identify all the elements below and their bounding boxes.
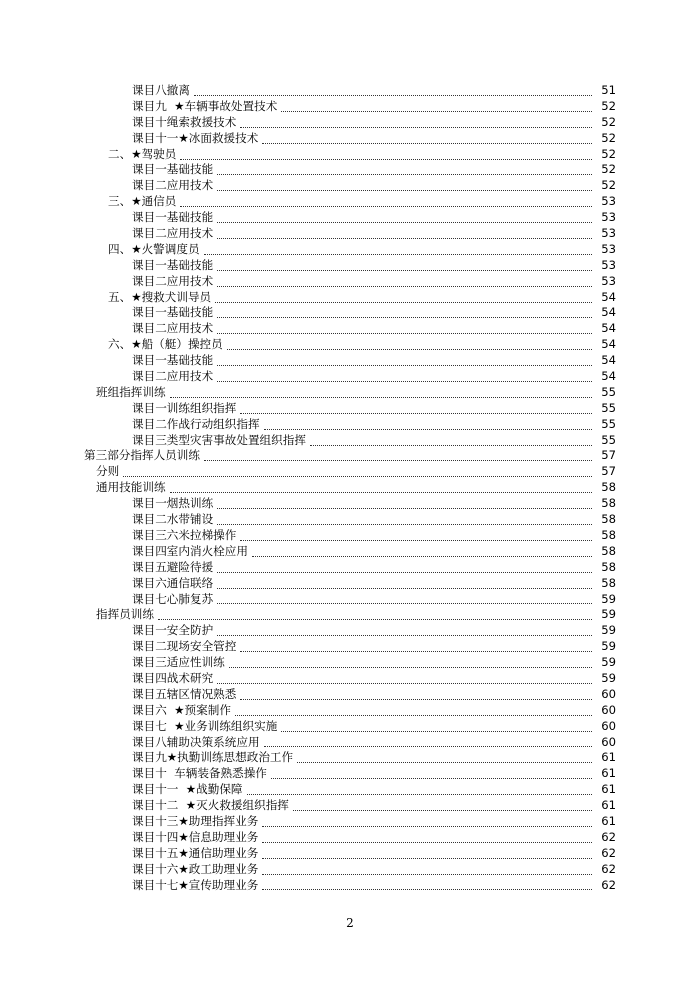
toc-entry-title: 课目二水带铺设 [132,512,214,527]
toc-entry[interactable] [0,735,700,751]
toc-entry-page: 61 [601,766,616,781]
toc-entry-title: 课目十二 ★灭火救援组织指挥 [132,798,289,813]
toc-entry[interactable] [0,210,700,226]
toc-entry[interactable] [0,305,700,321]
toc-entry-page: 58 [601,527,616,542]
dot-leader [215,301,592,303]
toc-entry-title: 课目二应用技术 [132,273,214,288]
dot-leader [158,618,592,620]
toc-entry-page: 60 [601,718,616,733]
dot-leader [264,428,592,430]
toc-entry[interactable] [0,528,700,544]
toc-entry[interactable] [0,798,700,814]
toc-entry-page: 55 [601,400,616,415]
toc-entry-title: 课目十七★宣传助理业务 [132,877,259,892]
toc-entry-page: 52 [601,178,616,193]
toc-entry[interactable] [0,258,700,274]
toc-entry[interactable] [0,862,700,878]
toc-entry-page: 58 [601,543,616,558]
toc-entry-page: 58 [601,480,616,495]
toc-entry-page: 54 [601,289,616,304]
toc-entry-title: 课目三六米拉梯操作 [132,527,237,542]
toc-entry[interactable] [0,782,700,798]
toc-entry-title: 五、★搜救犬训导员 [108,289,212,304]
toc-entry-title: 课目一基础技能 [132,305,214,320]
toc-entry[interactable] [0,878,700,894]
dot-leader [281,730,592,732]
dot-leader [217,285,592,287]
toc-entry-title: 三、★通信员 [108,194,177,209]
toc-entry[interactable] [0,115,700,131]
toc-entry-title: 六、★船（艇）操控员 [108,337,223,352]
dot-leader [217,571,592,573]
dot-leader [180,158,592,160]
toc-entry[interactable] [0,290,700,306]
dot-leader [217,602,592,604]
toc-entry-page: 53 [601,194,616,209]
toc-entry-page: 58 [601,575,616,590]
dot-leader [310,444,592,446]
toc-entry-title: 课目十六★政工助理业务 [132,861,259,876]
toc-entry-title: 课目二现场安全管控 [132,639,237,654]
toc-entry[interactable] [0,226,700,242]
toc-entry-page: 54 [601,305,616,320]
dot-leader [240,698,592,700]
toc-entry-title: 课目十一★冰面救援技术 [132,130,259,145]
toc-entry[interactable] [0,814,700,830]
toc-entry-title: 四、★火警调度员 [108,241,200,256]
dot-leader [271,777,592,779]
toc-entry-title: 课目四战术研究 [132,670,214,685]
toc-entry-page: 54 [601,369,616,384]
toc-entry-page: 52 [601,98,616,113]
dot-leader [262,888,592,890]
toc-entry-page: 60 [601,686,616,701]
toc-entry-page: 62 [601,877,616,892]
toc-entry-title: 课目十 车辆装备熟悉操作 [132,766,267,781]
toc-entry[interactable] [0,353,700,369]
dot-leader [217,587,592,589]
toc-entry[interactable] [0,750,700,766]
dot-leader [262,142,592,144]
dot-leader [217,332,592,334]
toc-entry-page: 54 [601,321,616,336]
dot-leader [123,475,592,477]
toc-entry-title: 课目一基础技能 [132,257,214,272]
toc-entry-title: 指挥员训练 [96,607,154,622]
toc-entry-title: 课目九 ★车辆事故处置技术 [132,98,278,113]
toc-entry-title: 课目二应用技术 [132,178,214,193]
toc-entry[interactable] [0,99,700,115]
dot-leader [217,221,592,223]
toc-entry[interactable] [0,607,700,623]
toc-entry[interactable] [0,401,700,417]
toc-entry-page: 52 [601,162,616,177]
toc-entry-title: 二、★驾驶员 [108,146,177,161]
toc-entry-title: 课目七心肺复苏 [132,591,214,606]
toc-entry[interactable] [0,719,700,735]
toc-entry-page: 53 [601,210,616,225]
dot-leader [227,348,592,350]
toc-entry-page: 52 [601,114,616,129]
toc-entry-title: 课目十五★通信助理业务 [132,845,259,860]
toc-entry-title: 课目一基础技能 [132,353,214,368]
dot-leader [170,396,592,398]
dot-leader [217,523,592,525]
dot-leader [217,269,592,271]
toc-entry[interactable] [0,83,700,99]
toc-entry-title: 课目十绳索救援技术 [132,114,237,129]
dot-leader [217,507,592,509]
dot-leader [262,841,592,843]
toc-entry-page: 59 [601,655,616,670]
toc-entry-page: 59 [601,591,616,606]
dot-leader [297,761,592,763]
toc-entry-title: 课目八辅助决策系统应用 [132,734,260,749]
dot-leader [247,793,592,795]
toc-entry-page: 55 [601,432,616,447]
toc-entry[interactable] [0,560,700,576]
toc-entry[interactable] [0,448,700,464]
toc-entry[interactable] [0,639,700,655]
toc-entry-page: 54 [601,337,616,352]
toc-entry[interactable] [0,321,700,337]
toc-entry-title: 课目五避险待援 [132,559,214,574]
toc-entry[interactable] [0,830,700,846]
dot-leader [229,666,592,668]
toc-entry-title: 课目二作战行动组织指挥 [132,416,260,431]
toc-entry[interactable] [0,433,700,449]
toc-entry-page: 59 [601,607,616,622]
toc-entry-page: 57 [601,464,616,479]
toc-entry-page: 61 [601,798,616,813]
toc-entry-page: 61 [601,750,616,765]
toc-entry-title: 课目十四★信息助理业务 [132,829,259,844]
toc-entry[interactable] [0,687,700,703]
dot-leader [281,110,592,112]
toc-entry-page: 62 [601,829,616,844]
toc-entry-title: 课目十三★助理指挥业务 [132,813,259,828]
toc-entry-title: 课目二应用技术 [132,369,214,384]
toc-entry[interactable] [0,162,700,178]
toc-entry-page: 53 [601,273,616,288]
toc-entry-title: 课目九★执勤训练思想政治工作 [132,750,294,765]
toc-entry[interactable] [0,496,700,512]
toc-entry-page: 59 [601,670,616,685]
toc-entry[interactable] [0,671,700,687]
table-of-contents [0,83,700,893]
toc-entry-title: 第三部分指挥人员训练 [84,448,200,463]
dot-leader [262,873,592,875]
toc-entry-page: 53 [601,257,616,272]
toc-entry[interactable] [0,655,700,671]
toc-entry-title: 课目二应用技术 [132,321,214,336]
toc-entry-title: 课目五辖区情况熟悉 [132,686,237,701]
toc-entry[interactable] [0,385,700,401]
toc-entry-title: 课目三适应性训练 [132,655,225,670]
dot-leader [194,94,592,96]
toc-entry-title: 课目一基础技能 [132,162,214,177]
dot-leader [240,412,592,414]
toc-entry[interactable] [0,274,700,290]
dot-leader [217,316,592,318]
toc-entry[interactable] [0,766,700,782]
toc-entry-page: 58 [601,559,616,574]
toc-entry-page: 58 [601,496,616,511]
dot-leader [293,809,592,811]
toc-entry-page: 55 [601,416,616,431]
dot-leader [217,173,592,175]
toc-entry[interactable] [0,576,700,592]
dot-leader [240,126,592,128]
toc-entry-title: 课目七 ★业务训练组织实施 [132,718,278,733]
dot-leader [235,714,592,716]
toc-entry[interactable] [0,242,700,258]
dot-leader [240,539,592,541]
toc-entry-page: 57 [601,448,616,463]
toc-entry-title: 通用技能训练 [96,480,166,495]
dot-leader [217,380,592,382]
toc-entry[interactable] [0,512,700,528]
toc-entry[interactable] [0,846,700,862]
toc-entry[interactable] [0,623,700,639]
toc-entry[interactable] [0,480,700,496]
toc-entry[interactable] [0,417,700,433]
toc-entry-page: 59 [601,639,616,654]
toc-entry[interactable] [0,464,700,480]
toc-entry-page: 61 [601,782,616,797]
toc-entry-title: 课目一基础技能 [132,210,214,225]
toc-entry-page: 61 [601,813,616,828]
toc-entry-page: 52 [601,130,616,145]
dot-leader [240,650,592,652]
toc-entry-title: 课目三类型灾害事故处置组织指挥 [132,432,306,447]
dot-leader [217,237,592,239]
toc-entry-page: 53 [601,241,616,256]
toc-entry[interactable] [0,544,700,560]
toc-entry[interactable] [0,592,700,608]
dot-leader [170,491,592,493]
toc-entry-page: 60 [601,702,616,717]
dot-leader [262,857,592,859]
dot-leader [264,745,592,747]
dot-leader [252,555,592,557]
toc-entry-title: 课目二应用技术 [132,226,214,241]
dot-leader [204,253,592,255]
toc-entry-page: 62 [601,845,616,860]
dot-leader [204,459,592,461]
toc-entry[interactable] [0,337,700,353]
toc-entry-title: 课目一训练组织指挥 [132,400,237,415]
page-number: 2 [346,916,354,930]
dot-leader [262,825,592,827]
toc-entry-title: 课目一安全防护 [132,623,214,638]
toc-entry-page: 53 [601,226,616,241]
dot-leader [217,189,592,191]
toc-entry-page: 55 [601,384,616,399]
toc-entry-title: 班组指挥训练 [96,384,166,399]
toc-entry-page: 54 [601,353,616,368]
toc-entry[interactable] [0,194,700,210]
toc-entry-title: 课目六通信联络 [132,575,214,590]
toc-entry-page: 62 [601,861,616,876]
dot-leader [217,682,592,684]
toc-entry[interactable] [0,178,700,194]
toc-entry[interactable] [0,131,700,147]
toc-entry-page: 58 [601,512,616,527]
toc-entry[interactable] [0,703,700,719]
toc-entry[interactable] [0,369,700,385]
dot-leader [217,364,592,366]
toc-entry-page: 60 [601,734,616,749]
toc-entry-page: 51 [601,83,616,97]
toc-entry-title: 课目十一 ★战勤保障 [132,782,243,797]
toc-entry-title: 课目六 ★预案制作 [132,702,231,717]
toc-entry-title: 课目一烟热训练 [132,496,214,511]
toc-entry-title: 课目八撤离 [132,83,190,97]
toc-entry-title: 课目四室内消火栓应用 [132,543,248,558]
toc-entry-page: 52 [601,146,616,161]
toc-entry-title: 分则 [96,464,120,479]
toc-entry-page: 59 [601,623,616,638]
dot-leader [180,205,592,207]
toc-entry[interactable] [0,147,700,163]
dot-leader [217,634,592,636]
